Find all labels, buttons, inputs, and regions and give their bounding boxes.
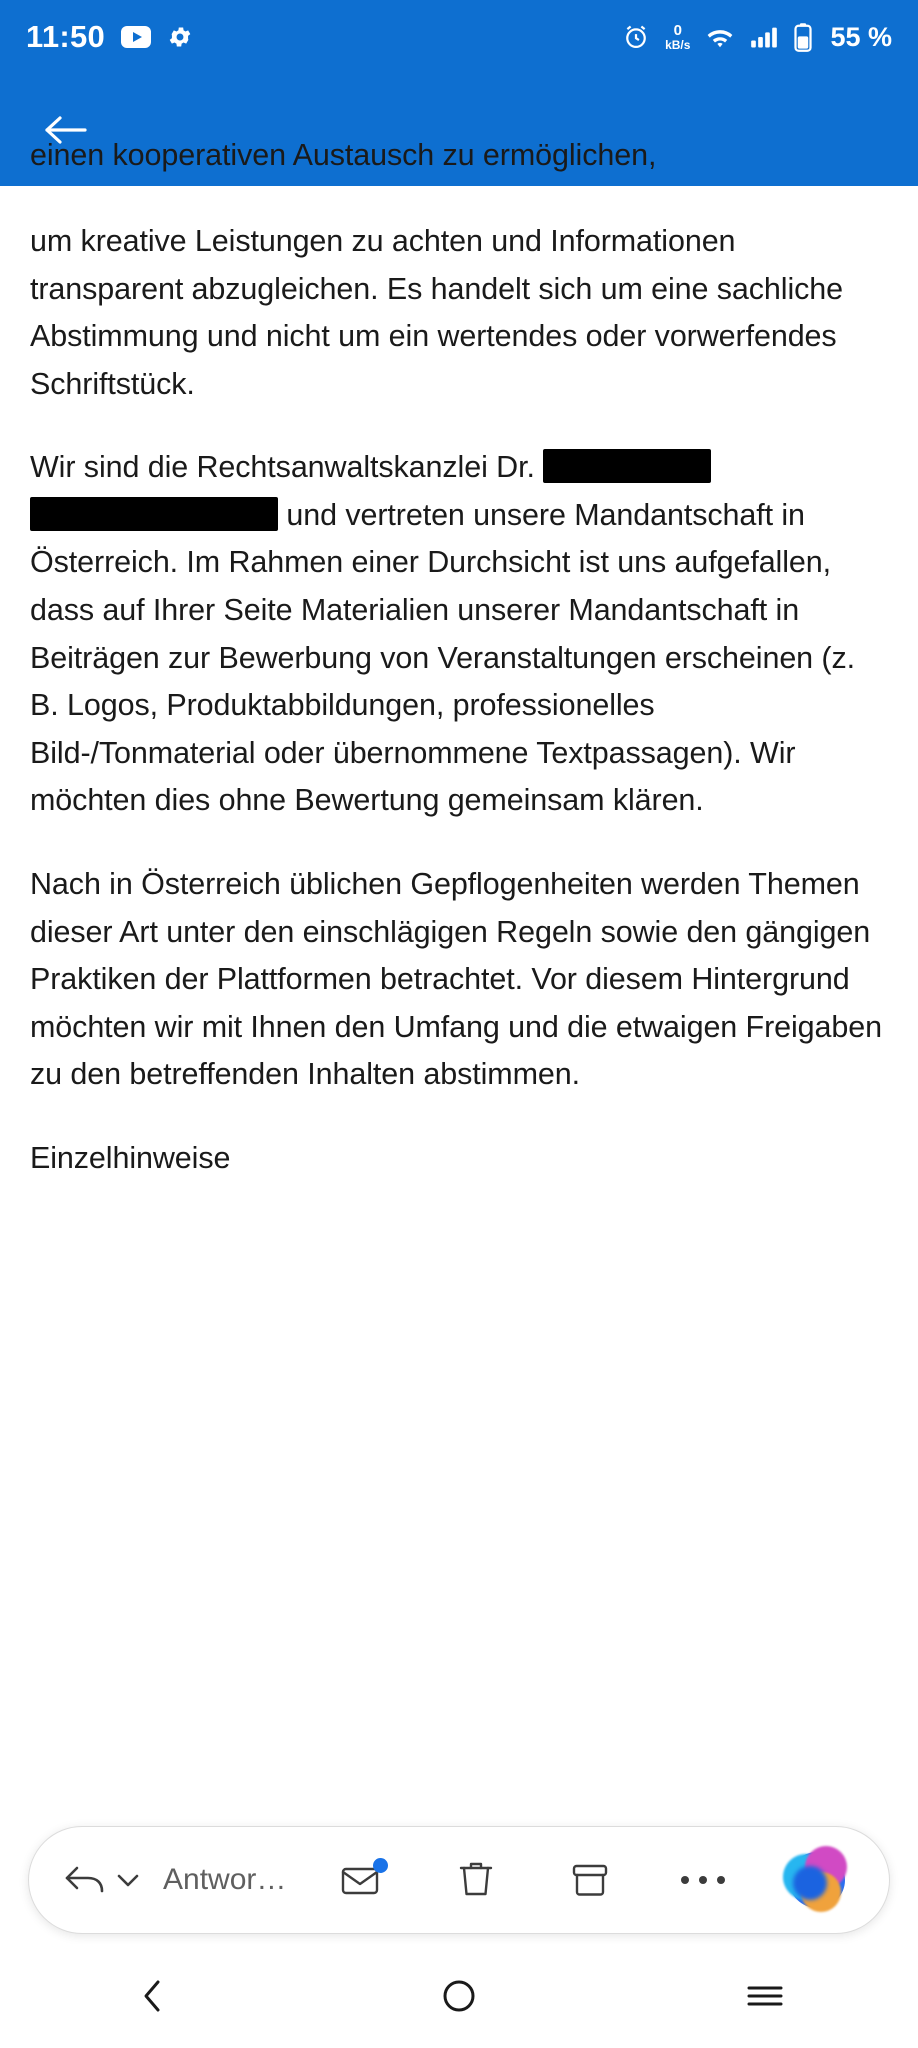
- redaction-block-1: [543, 449, 711, 483]
- status-clock: 11:50: [26, 19, 106, 54]
- mark-unread-button[interactable]: [324, 1842, 400, 1918]
- clipped-line-region: [30, 138, 888, 218]
- network-speed-icon: [665, 23, 690, 51]
- status-bar-left: [26, 19, 193, 55]
- reply-button[interactable]: [63, 1862, 286, 1898]
- alarm-icon: [622, 23, 650, 51]
- email-action-bar: [28, 1826, 890, 1934]
- paragraph-redacted: [30, 444, 888, 825]
- unread-dot-badge: [373, 1858, 388, 1873]
- gear-icon: [167, 24, 193, 50]
- paragraph-3: Einzelhinweise: [30, 1140, 231, 1175]
- youtube-icon: [121, 26, 151, 48]
- battery-level: 55 %: [830, 21, 892, 52]
- more-options-button[interactable]: [665, 1842, 741, 1918]
- nav-back-button[interactable]: [93, 1961, 213, 2031]
- redaction-block-2: [30, 497, 278, 531]
- status-bar-right: [622, 22, 892, 53]
- reply-arrow-icon: [63, 1862, 109, 1898]
- assistant-button[interactable]: [779, 1842, 855, 1918]
- trash-icon: [455, 1858, 497, 1902]
- nav-recents-button[interactable]: [705, 1961, 825, 2031]
- reply-label: Antwor…: [163, 1863, 287, 1896]
- nav-home-icon: [439, 1976, 479, 2016]
- more-options-icon: [677, 1870, 729, 1890]
- nav-home-button[interactable]: [399, 1961, 519, 2031]
- archive-button[interactable]: [552, 1842, 628, 1918]
- system-navigation-bar: [0, 1944, 918, 2048]
- nav-recents-icon: [743, 1979, 787, 2013]
- network-speed-value: 0: [673, 22, 682, 39]
- paragraph-1: um kreative Leistungen zu achten und Informationen transparent abzugleichen. Es handelt sich um eine sachliche Abstimmung und nicht um ein wertendes oder vorwerfendes Schriftstück.: [30, 224, 844, 401]
- archive-box-icon: [568, 1859, 612, 1901]
- battery-icon: [793, 22, 813, 52]
- status-bar: [0, 0, 918, 74]
- redacted-paragraph-part2: und vertreten unsere Mandantschaft in Österreich. Im Rahmen einer Durchsicht ist uns aufgefallen, dass auf Ihrer Seite Materialien unserer Mandantschaft in Beiträgen zur Bewerbung von Veranstaltungen erscheinen (z. B. Logos, Produktabbildungen, professionelles Bild-/Tonmaterial oder übernommene Textpassagen). Wir möchten dies ohne Bewertung gemeinsam klären.: [30, 497, 855, 818]
- network-speed-unit: kB/s: [665, 38, 691, 52]
- email-body[interactable]: [0, 138, 918, 2048]
- redacted-paragraph-part1: Wir sind die Rechtsanwaltskanzlei Dr.: [30, 450, 544, 485]
- copilot-icon: [789, 1852, 845, 1908]
- clipped-line: einen kooperativen Austausch zu ermöglichen,: [30, 138, 657, 172]
- wifi-icon: [705, 25, 735, 49]
- chevron-down-icon[interactable]: [115, 1870, 141, 1890]
- delete-button[interactable]: [438, 1842, 514, 1918]
- signal-icon: [750, 25, 778, 49]
- nav-back-icon: [138, 1976, 168, 2016]
- paragraph-2: Nach in Österreich üblichen Gepflogenheiten werden Themen dieser Art unter den einschlägigen Regeln sowie den gängigen Praktiken der Plattformen betrachtet. Vor diesem Hintergrund möchten wir mit Ihnen den Umfang und die etwaigen Freigaben zu den betreffenden Inhalten abstimmen.: [30, 866, 882, 1092]
